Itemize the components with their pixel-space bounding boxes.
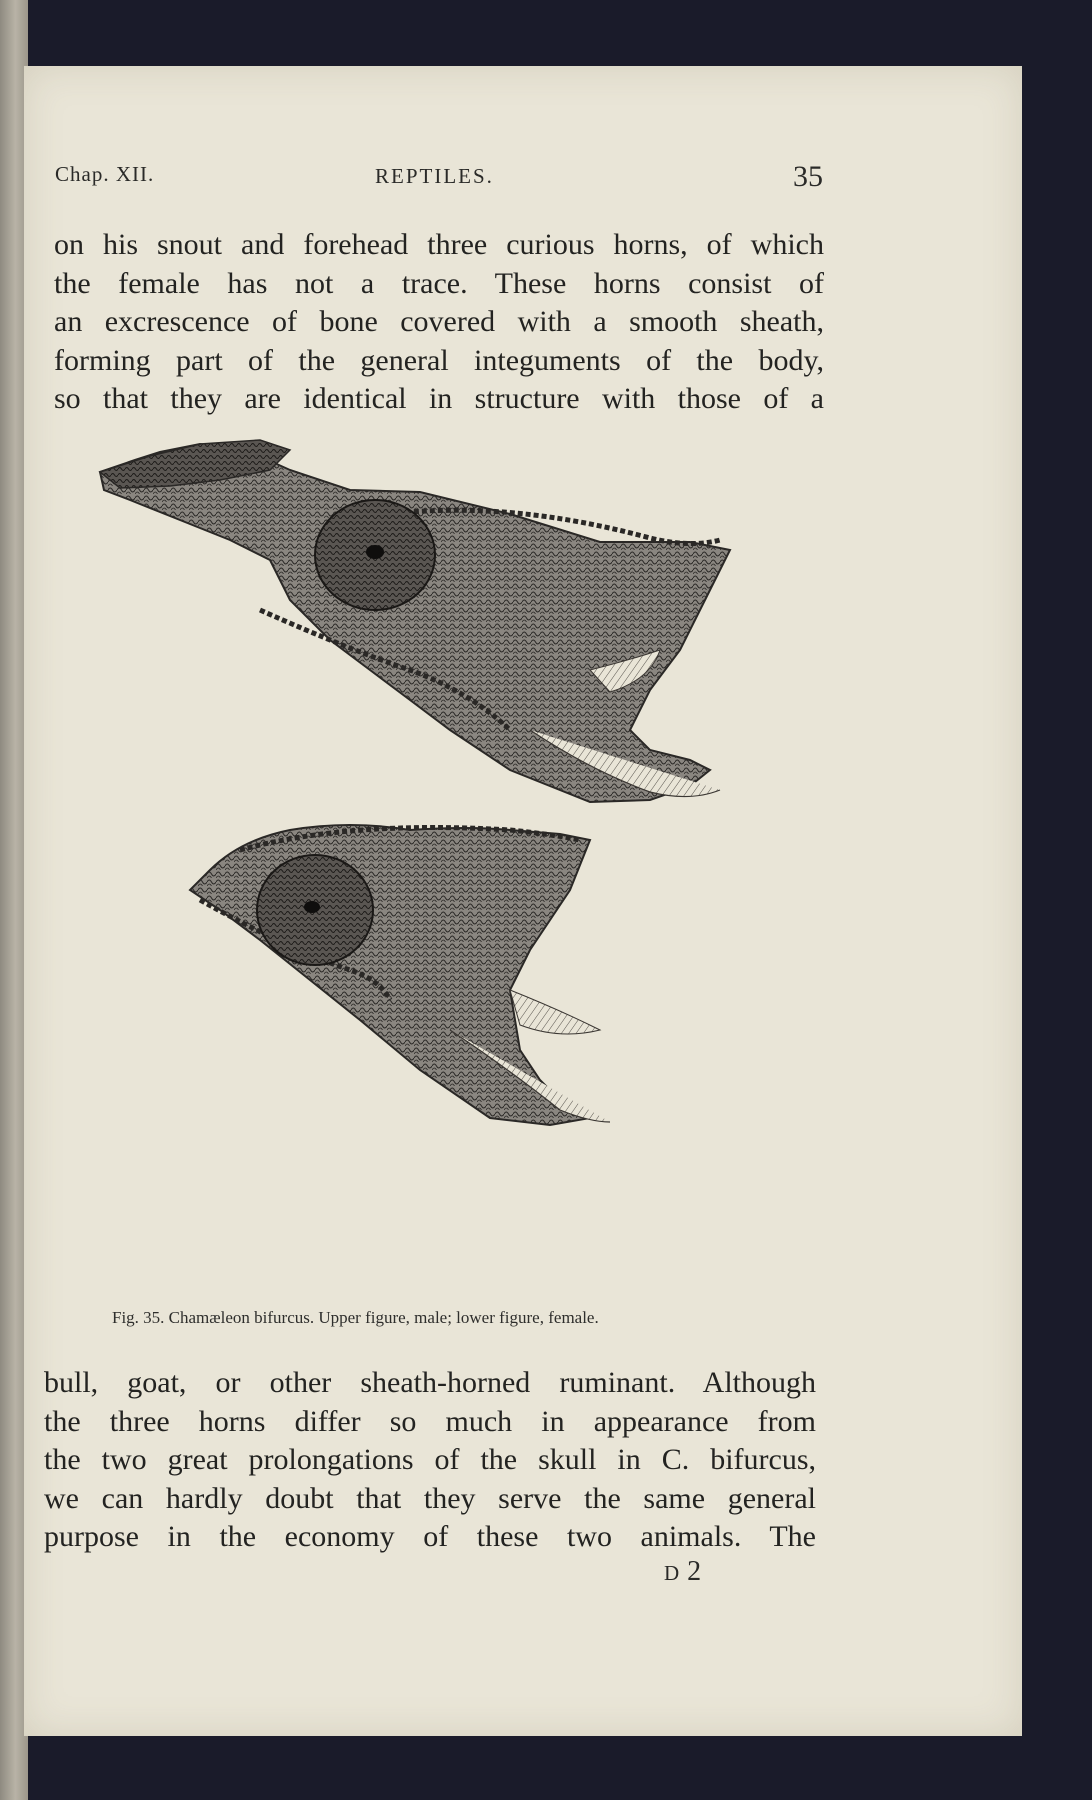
signature-mark: [664, 1556, 701, 1588]
chapter-label: Chap. XII.: [55, 162, 155, 186]
figure-caption: Fig. 35. Chamæleon bifurcus. Upper figure, male; lower figure, female.: [112, 1308, 599, 1327]
text-line: we can hardly doubt that they serve the same general: [44, 1481, 816, 1515]
body-text-bottom: [44, 1364, 816, 1557]
running-header: [55, 92, 985, 193]
text-line: so that they are identical in structure with those of a: [54, 382, 824, 415]
text-line: purpose in the economy of these two animals. The: [44, 1520, 816, 1553]
text-line: the female has not a trace. These horns consist of: [54, 266, 824, 300]
signature-number: 2: [687, 1556, 702, 1587]
text-line: the two great prolongations of the skull in C. bifurcus,: [44, 1443, 816, 1476]
running-title: REPTILES.: [375, 164, 494, 188]
text-line: forming part of the general integuments of the body,: [54, 343, 824, 377]
text-line: bull, goat, or other sheath-horned ruminant. Although: [44, 1366, 816, 1399]
female-chameleon-head: [190, 825, 610, 1125]
body-text-top: [54, 226, 824, 419]
text-line: the three horns differ so much in appearance from: [44, 1404, 816, 1438]
text-line: an excrescence of bone covered with a smooth sheath,: [54, 305, 824, 338]
page-number: 35: [793, 160, 823, 193]
signature-letter: D: [664, 1561, 681, 1585]
chameleon-illustration: [90, 430, 810, 1300]
text-line: on his snout and forehead three curious horns, of which: [54, 228, 824, 261]
male-chameleon-head: [100, 440, 730, 802]
